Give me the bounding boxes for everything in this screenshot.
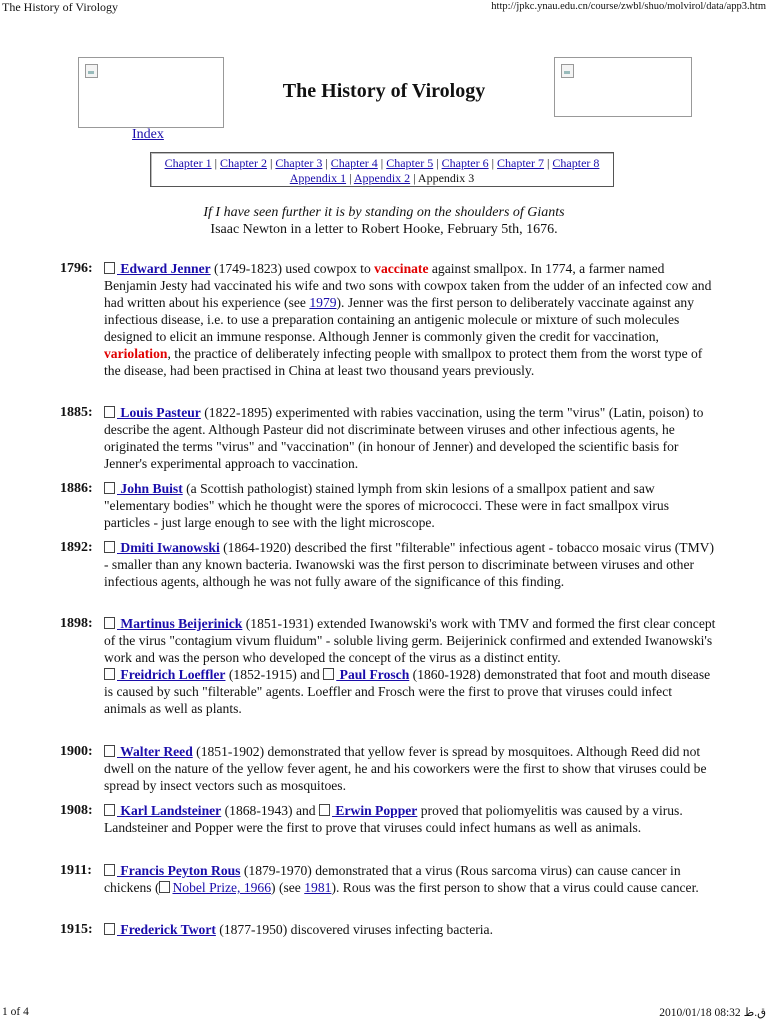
entry-year: 1915: <box>60 922 93 937</box>
image-placeholder-icon <box>104 617 115 629</box>
image-placeholder-icon <box>319 804 330 816</box>
entry-text <box>104 921 716 938</box>
entry-text <box>104 862 716 896</box>
appendix-3-current: Appendix 3 <box>417 171 475 185</box>
entry-year: 1908: <box>60 803 93 818</box>
entry-year: 1898: <box>60 616 93 631</box>
paul-frosch-link[interactable]: Paul Frosch <box>336 667 410 682</box>
entry-year: 1900: <box>60 744 93 759</box>
appendix-1-link[interactable]: Appendix 1 <box>289 171 347 185</box>
frederick-twort-link[interactable]: Frederick Twort <box>117 922 216 937</box>
nobel-prize-1966-link[interactable]: Nobel Prize, 1966 <box>172 880 272 895</box>
image-placeholder-icon <box>159 881 170 893</box>
image-placeholder-icon <box>104 262 115 274</box>
entry-text-part: (1851-1902) demonstrated that yellow fever is spread by mosquitoes. Although Reed did not dwell on the nature of the yellow fever agent, he and his coworkers were the first to show that viruses could be spread by insect vectors such as mosquitoes. <box>104 744 707 793</box>
entry-year: 1892: <box>60 540 93 555</box>
entry-text-part: proved that poliomyelitis was caused by a virus. Landsteiner and Popper were the first to prove that viruses could infect humans as well as animals. <box>104 803 683 835</box>
appendix-links-row: Appendix 1 | Appendix 2 | Appendix 3 <box>289 171 475 185</box>
footer-page-number: 1 of 4 <box>2 1006 29 1018</box>
entry-text-part: (1749-1823) used cowpox to <box>210 261 375 276</box>
john-buist-link[interactable]: John Buist <box>117 481 183 496</box>
entry-text <box>104 260 716 379</box>
louis-pasteur-link[interactable]: Louis Pasteur <box>117 405 201 420</box>
chapter-1-link[interactable]: Chapter 1 <box>164 156 212 170</box>
chapter-8-link[interactable]: Chapter 8 <box>552 156 600 170</box>
newton-quote: If I have seen further it is by standing on the shoulders of Giants <box>203 205 565 220</box>
image-placeholder-icon <box>104 804 115 816</box>
entry-text-part: ). Rous was the first person to show that a virus could cause cancer. <box>331 880 699 895</box>
entry-text-part: (1860-1928) demonstrated that foot and mouth disease is caused by such "filterable" agents. Loeffler and Frosch were the first to prove that viruses could infect animals as well as plants. <box>104 667 711 716</box>
image-placeholder-icon <box>104 482 115 494</box>
entry-text-part: (1864-1920) described the first "filterable" infectious agent - tobacco mosaic virus (TMV) - smaller than any known bacteria. Iwanowski was the first person to discriminate between viruses and other infectious agents, although he was not fully aware of the significance of this finding. <box>104 540 715 589</box>
image-placeholder-icon <box>104 541 115 553</box>
appendix-2-link[interactable]: Appendix 2 <box>353 171 411 185</box>
quote-attribution: Isaac Newton in a letter to Robert Hooke, February 5th, 1676. <box>210 222 558 237</box>
chapter-2-link[interactable]: Chapter 2 <box>219 156 267 170</box>
broken-image-icon <box>561 64 574 78</box>
entry-text-part: (1879-1970) demonstrated that a virus (Rous sarcoma virus) can cause cancer in chickens ( <box>104 863 681 895</box>
entry-text <box>104 539 716 590</box>
karl-landsteiner-link[interactable]: Karl Landsteiner <box>117 803 222 818</box>
entry-text <box>104 480 716 531</box>
entry-text-part: against smallpox. In 1774, a farmer named Benjamin Jesty had vaccinated his wife and two sons with cowpox taken from the udder of an infected cow and had written about his experience (see <box>104 261 712 310</box>
chapter-7-link[interactable]: Chapter 7 <box>497 156 545 170</box>
entry-text-part: (a Scottish pathologist) stained lymph from skin lesions of a smallpox patient and saw "elementary bodies" which he thought were the spores of micrococci. These were in fact smallpox virus particles - just large enough to see with the light microscope. <box>104 481 669 530</box>
image-placeholder-icon <box>104 923 115 935</box>
francis-peyton-rous-link[interactable]: Francis Peyton Rous <box>117 863 241 878</box>
chapter-navigation <box>150 152 614 187</box>
vaccinate-term: vaccinate <box>374 261 429 276</box>
entry-text-part: , the practice of deliberately infecting people with smallpox to protect them from the worst type of the disease, had been practised in China at least two thousand years previously. <box>104 346 703 378</box>
index-link[interactable]: Index <box>132 127 164 142</box>
entry-text <box>104 615 716 717</box>
walter-reed-link[interactable]: Walter Reed <box>117 744 193 759</box>
entry-year: 1911: <box>60 863 92 878</box>
image-placeholder-icon <box>104 864 115 876</box>
entry-text <box>104 802 716 836</box>
entry-text <box>104 404 716 472</box>
image-placeholder-icon <box>104 745 115 757</box>
edward-jenner-link[interactable]: Edward Jenner <box>117 261 211 276</box>
entry-text-part: (1852-1915) and <box>225 667 324 682</box>
erwin-popper-link[interactable]: Erwin Popper <box>332 803 418 818</box>
chapter-4-link[interactable]: Chapter 4 <box>330 156 378 170</box>
entry-text-part: (1822-1895) experimented with rabies vaccination, using the term "virus" (Latin, poison) to describe the agent. Although Pasteur did not discriminate between viruses and other infectious agents, he originated the terms "virus" and "vaccination" (in honour of Jenner) and developed the scientific basis for Jenner's experimental approach to vaccination. <box>104 405 704 471</box>
entry-year: 1796: <box>60 261 93 276</box>
entry-text-part: (1851-1931) extended Iwanowski's work with TMV and formed the first clear concept of the virus "contagium vivum fluidum" - soluble living germ. Beijerinick confirmed and extended Iwanowski's work and was the person who developed the concept of the virus as a distinct entity. <box>104 616 716 665</box>
freidrich-loeffler-link[interactable]: Freidrich Loeffler <box>117 667 226 682</box>
chapter-6-link[interactable]: Chapter 6 <box>441 156 489 170</box>
entry-text-part: ). Jenner was the first person to deliberately vaccinate against any infectious disease, i.e. to use a preparation containing an antigenic molecule or mixture of such molecules designed to elicit an immune response. Although Jenner is commonly given the credit for vaccination, <box>104 295 694 344</box>
entry-year: 1886: <box>60 481 93 496</box>
chapter-3-link[interactable]: Chapter 3 <box>275 156 323 170</box>
martinus-beijerinick-link[interactable]: Martinus Beijerinick <box>117 616 243 631</box>
image-placeholder-icon <box>104 406 115 418</box>
image-placeholder-icon <box>323 668 334 680</box>
chapter-links-row: Chapter 1 | Chapter 2 | Chapter 3 | Chapter 4 | Chapter 5 | Chapter 6 | Chapter 7 | Chapter 8 <box>164 156 600 170</box>
chapter-5-link[interactable]: Chapter 5 <box>386 156 434 170</box>
entry-text <box>104 743 716 794</box>
footer-timestamp: 2010/01/18 08:32 ق.ظ <box>659 1007 766 1019</box>
variolation-term: variolation <box>104 346 168 361</box>
page-title: The History of Virology <box>282 80 486 102</box>
year-1981-link[interactable]: 1981 <box>304 880 332 895</box>
entry-text-part: (1877-1950) discovered viruses infecting bacteria. <box>215 922 493 937</box>
image-placeholder-icon <box>104 668 115 680</box>
entry-text-part: ) (see <box>271 880 305 895</box>
browser-header-title: The History of Virology <box>2 0 119 14</box>
browser-header-url: http://jpkc.ynau.edu.cn/course/zwbl/shuo/molvirol/data/app3.htm <box>491 1 766 12</box>
entry-year: 1885: <box>60 405 93 420</box>
broken-image-icon <box>85 64 98 78</box>
year-1979-link[interactable]: 1979 <box>309 295 337 310</box>
dmiti-iwanowski-link[interactable]: Dmiti Iwanowski <box>117 540 220 555</box>
entry-text-part: (1868-1943) and <box>221 803 319 818</box>
